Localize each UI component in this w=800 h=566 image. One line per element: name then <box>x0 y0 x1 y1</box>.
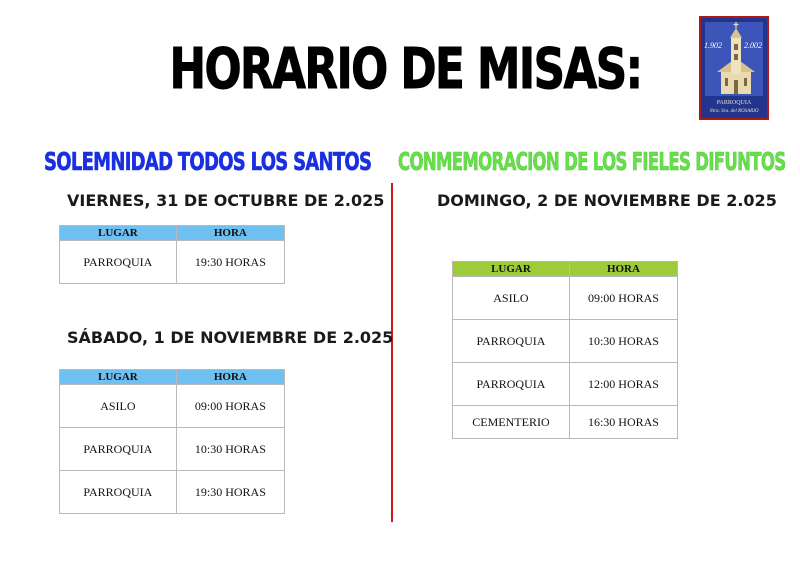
table-header-row <box>60 226 285 241</box>
date-domingo: DOMINGO, 2 DE NOVIEMBRE DE 2.025 <box>437 191 777 210</box>
cell-hora: 09:00 HORAS <box>176 385 284 428</box>
page-title: HORARIO DE MISAS: <box>169 37 642 102</box>
table-row <box>60 428 285 471</box>
cell-hora: 10:30 HORAS <box>176 428 284 471</box>
schedule-table-domingo <box>452 261 678 439</box>
cell-lugar: PARROQUIA <box>60 471 177 514</box>
cell-lugar: CEMENTERIO <box>453 406 570 439</box>
cell-lugar: PARROQUIA <box>60 241 177 284</box>
date-viernes: VIERNES, 31 DE OCTUBRE DE 2.025 <box>67 191 385 210</box>
col-header-hora: HORA <box>176 370 284 385</box>
table-row <box>453 277 678 320</box>
heading-todos-los-santos: SOLEMNIDAD TODOS LOS SANTOS <box>44 147 372 176</box>
cell-hora: 09:00 HORAS <box>569 277 677 320</box>
cell-lugar: PARROQUIA <box>453 320 570 363</box>
col-header-lugar: LUGAR <box>453 262 570 277</box>
cell-lugar: PARROQUIA <box>60 428 177 471</box>
table-row <box>60 471 285 514</box>
date-sabado: SÁBADO, 1 DE NOVIEMBRE DE 2.025 <box>67 328 394 347</box>
table-row <box>60 385 285 428</box>
table-header-row <box>453 262 678 277</box>
logo-caption-bottom: Ntra. Sra. del ROSARIO <box>709 109 759 114</box>
cell-hora: 10:30 HORAS <box>569 320 677 363</box>
schedule-table-viernes <box>59 225 285 284</box>
schedule-table-sabado <box>59 369 285 514</box>
cell-hora: 16:30 HORAS <box>569 406 677 439</box>
heading-fieles-difuntos: CONMEMORACION DE LOS FIELES DIFUNTOS <box>398 147 786 176</box>
cell-lugar: PARROQUIA <box>453 363 570 406</box>
parish-logo <box>699 16 769 120</box>
col-header-hora: HORA <box>176 226 284 241</box>
table-row <box>453 320 678 363</box>
table-row <box>453 363 678 406</box>
cell-lugar: ASILO <box>453 277 570 320</box>
col-header-hora: HORA <box>569 262 677 277</box>
logo-caption-top: PARROQUIA <box>716 100 752 106</box>
col-header-lugar: LUGAR <box>60 226 177 241</box>
table-row <box>60 241 285 284</box>
cell-lugar: ASILO <box>60 385 177 428</box>
section-divider <box>391 183 393 522</box>
table-row <box>453 406 678 439</box>
col-header-lugar: LUGAR <box>60 370 177 385</box>
cell-hora: 19:30 HORAS <box>176 471 284 514</box>
logo-year-right: 2.002 <box>744 41 762 50</box>
cell-hora: 12:00 HORAS <box>569 363 677 406</box>
cell-hora: 19:30 HORAS <box>176 241 284 284</box>
table-header-row <box>60 370 285 385</box>
logo-year-left: 1.902 <box>704 41 722 50</box>
